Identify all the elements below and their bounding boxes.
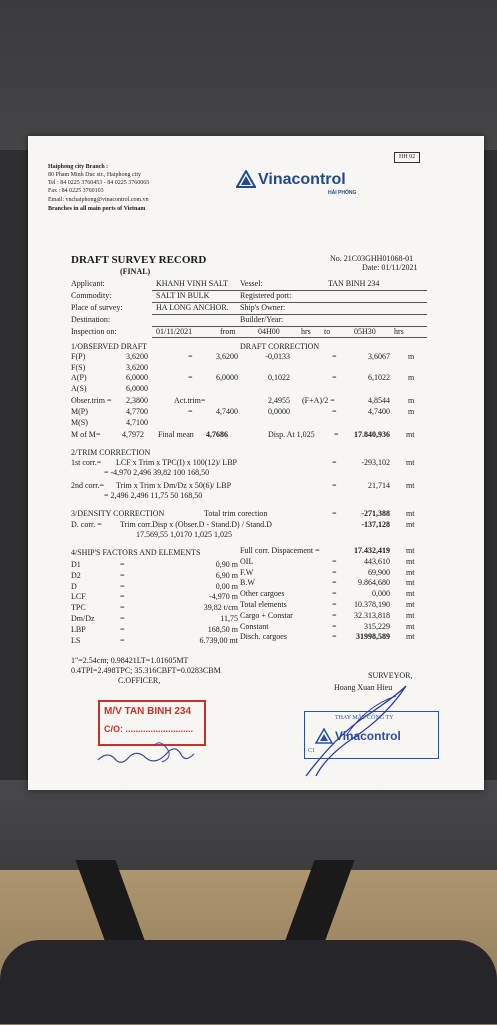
inspection-label: Inspection on:: [71, 327, 117, 336]
draft-observed-value: 3,6200: [126, 363, 148, 372]
trim2-values: = 2,496 2,496 11,75 50 168,50: [104, 491, 203, 500]
header-value: SALT IN BULK: [156, 291, 210, 300]
trim2-eq: =: [332, 481, 337, 490]
disp-eq: =: [334, 430, 339, 439]
conversion-note: 0.4TPI=2.498TPC; 35.316CBFT=0.0283CBM: [71, 666, 221, 675]
element-value: 17.432,419: [354, 546, 390, 555]
factor-label: Dm/Dz: [71, 614, 95, 623]
draft-observed-value: 2,3800: [126, 396, 148, 405]
trim1-unit: mt: [406, 458, 415, 467]
element-eq: =: [332, 610, 337, 620]
header-label: Builder/Year:: [240, 315, 284, 324]
background-top: [0, 0, 497, 150]
background-chair: [0, 780, 497, 870]
element-label: Constant: [240, 621, 269, 631]
total-trim-value: -271,388: [361, 509, 390, 518]
element-unit: mt: [406, 621, 415, 631]
element-value: 69,900: [368, 567, 390, 577]
element-label: F.W: [240, 567, 254, 577]
draft-label: M(S): [71, 418, 88, 427]
inspection-hrs: hrs: [394, 327, 404, 336]
divider: [152, 302, 427, 303]
draft-final-value: 3,6067: [368, 352, 390, 361]
factor-value: 168,50 m: [207, 624, 238, 634]
trim1-formula: LCF x Trim x TPC(I) x 100(12)/ LBP: [116, 458, 237, 467]
factor-value: 6.739,00 mt: [199, 635, 238, 645]
ship-stamp-co: C/O: ...........................: [104, 724, 194, 734]
element-unit: mt: [406, 610, 415, 620]
divider: [152, 326, 427, 327]
divider: [152, 337, 427, 338]
header-label: Commodity:: [71, 291, 112, 300]
draft-eq: =: [188, 373, 193, 382]
draft-eq: =: [188, 407, 193, 416]
draft-eq: (F+A)/2 =: [302, 396, 335, 405]
factor-value: -4,970 m: [209, 592, 238, 602]
draft-eq: =: [332, 407, 337, 416]
draft-label: A(P): [71, 373, 87, 382]
factor-label: LCF: [71, 592, 86, 602]
branch-network: Branches in all main ports of Vietnam: [48, 206, 146, 212]
element-value: 315,229: [364, 621, 390, 631]
header-label: Vessel:: [240, 279, 263, 288]
divider: [152, 314, 427, 315]
element-eq: =: [332, 589, 337, 599]
factor-label: LS: [71, 635, 81, 645]
divider: [152, 290, 427, 291]
surveyor-signature: [286, 676, 436, 786]
draft-eq: =: [188, 352, 193, 361]
document-number: No. 21C03GHH01068-01: [330, 254, 414, 263]
factor-value: 6,90 m: [215, 570, 238, 580]
element-label: OIL: [240, 556, 254, 566]
element-unit: mt: [406, 567, 415, 577]
factor-value: 11,75: [220, 614, 238, 623]
dcorr-unit: mt: [406, 520, 415, 529]
element-value: 443,610: [364, 556, 390, 566]
vinacontrol-logo-text: Vinacontrol: [258, 171, 346, 188]
factor-eq: =: [120, 581, 125, 591]
final-mean-value: 4,7686: [206, 430, 228, 439]
draft-corrected-value: 6,0000: [216, 373, 238, 382]
branch-email: Email: vnchaiphong@vinacontrol.com.vn: [48, 197, 149, 203]
conversion-note: 1"=2.54cm; 0.98421LT=1.01605MT: [71, 656, 189, 665]
factor-eq: =: [120, 635, 125, 645]
factor-label: D: [71, 581, 77, 591]
branch-fax: Fax : 84 0225 3760103: [48, 188, 104, 194]
branch-tel: Tel : 84 0225 3760453 - 84 0225 3760065: [48, 180, 150, 186]
draft-observed-value: 4,7100: [126, 418, 148, 427]
element-unit: mt: [406, 556, 415, 566]
inspection-to: to: [324, 327, 331, 336]
element-label: B.W: [240, 578, 255, 588]
draft-correction: 2,4955: [268, 396, 290, 405]
element-label: Other cargoes: [240, 589, 285, 599]
draft-label: A(S): [71, 384, 87, 393]
element-unit: mt: [406, 546, 415, 555]
company-stamp-code: C1: [308, 748, 316, 754]
trim1-result: -293,102: [361, 458, 390, 467]
header-label: Destination:: [71, 315, 111, 324]
section4-title: 4/SHIP'S FACTORS AND ELEMENTS: [71, 548, 201, 557]
element-eq: =: [332, 632, 337, 642]
trim2-result: 21,714: [368, 481, 390, 490]
element-value: 0,000: [372, 589, 390, 599]
draft-correction: 0,1022: [268, 373, 290, 382]
section1-title2: DRAFT CORRECTION: [240, 342, 320, 351]
element-eq: =: [332, 600, 337, 609]
draft-correction: -0,0133: [265, 352, 290, 361]
factor-value: 0,90 m: [215, 560, 238, 569]
dcorr-values: 17.569,55 1,0170 1,025 1,025: [136, 530, 232, 539]
element-value: 31998,589: [356, 632, 390, 642]
element-label: Total elements: [240, 600, 287, 609]
c-officer-label: C.OFFICER,: [118, 676, 161, 685]
dcorr-formula: Trim corr.Disp x (Obser.D - Stand.D) / Stand.D: [120, 520, 272, 529]
draft-observed-value: 6,0000: [126, 384, 148, 393]
trim2-unit: mt: [406, 481, 415, 490]
header-value: TAN BINH 234: [328, 279, 380, 288]
factor-value: 0,00 m: [215, 581, 238, 591]
draft-correction: 0,0000: [268, 407, 290, 416]
total-trim-unit: mt: [406, 509, 415, 518]
factor-eq: =: [120, 624, 125, 634]
header-value: KHANH VINH SALT: [156, 279, 229, 288]
element-eq: =: [332, 556, 337, 566]
draft-label: F(P): [71, 352, 86, 361]
officer-signature: [94, 736, 214, 772]
branch-title: Haiphong city Branch :: [48, 164, 109, 170]
company-stamp-top: THAY MẶT CÔNG TY: [335, 715, 394, 721]
factor-eq: =: [120, 570, 125, 580]
document-title: DRAFT SURVEY RECORD: [71, 254, 207, 266]
disp-value: 17.840,936: [354, 430, 390, 439]
disp-unit: mt: [406, 430, 415, 439]
factor-eq: =: [120, 592, 125, 602]
element-value: 32.313,818: [354, 610, 390, 620]
draft-unit: m: [408, 373, 415, 382]
header-label: Registered port:: [240, 291, 292, 300]
inspection-from: from: [220, 327, 236, 336]
total-trim-label: Total trim corection: [204, 509, 268, 518]
mofm-value: 4,7972: [122, 430, 144, 439]
total-trim-eq: =: [332, 509, 337, 518]
element-unit: mt: [406, 578, 415, 588]
element-eq: =: [332, 621, 337, 631]
draft-corrected-value: 3,6200: [216, 352, 238, 361]
draft-unit: m: [408, 396, 415, 405]
draft-unit: m: [408, 352, 415, 361]
company-stamp-name: Vinacontrol: [335, 729, 401, 743]
section2-title: 2/TRIM CORRECTION: [71, 448, 151, 457]
draft-observed-value: 4,7700: [126, 407, 148, 416]
document-subtitle: (FINAL): [120, 267, 151, 276]
element-value: 10.378,190: [354, 600, 390, 609]
dcorr-result: -137,128: [361, 520, 390, 529]
element-value: 9.864,680: [358, 578, 390, 588]
trim2-formula: Trim x Trim x Dm/Dz x 50(6)/ LBP: [116, 481, 232, 490]
branch-address: 80 Pham Minh Duc str., Haiphong city: [48, 172, 141, 178]
element-unit: mt: [406, 632, 415, 642]
draft-final-value: 4,7400: [368, 407, 390, 416]
disp-label: Disp. At 1,025: [268, 430, 315, 439]
factor-eq: =: [120, 614, 125, 623]
header-value: HA LONG ANCHOR.: [156, 303, 229, 312]
trim1-values: = -4,970 2,496 39,82 100 168,50: [104, 468, 210, 477]
section1-title: 1/OBSERVED DRAFT: [71, 342, 148, 351]
document-date: Date: 01/11/2021: [362, 263, 418, 272]
draft-observed-value: 6,0000: [126, 373, 148, 382]
element-unit: mt: [406, 600, 415, 609]
draft-label: M(P): [71, 407, 88, 416]
chair-base: [0, 940, 497, 1024]
vinacontrol-logo-sub: HẢI PHÒNG: [328, 190, 357, 196]
element-label: Cargo + Constar: [240, 610, 293, 620]
inspection-hrs: hrs: [301, 327, 311, 336]
inspection-start: 04H00: [258, 327, 280, 336]
reference-box: HH 02: [394, 152, 420, 163]
element-unit: mt: [406, 589, 415, 599]
draft-corrected-value: 4,7400: [216, 407, 238, 416]
draft-final-value: 4,8544: [368, 396, 390, 405]
draft-survey-document: [28, 136, 484, 790]
factor-label: LBP: [71, 624, 86, 634]
draft-final-value: 6,1022: [368, 373, 390, 382]
draft-eq: Act.trim=: [174, 396, 206, 405]
element-label: Full corr. Dispacement =: [240, 546, 320, 555]
draft-unit: m: [408, 407, 415, 416]
factor-label: TPC: [71, 603, 86, 613]
factor-label: D1: [71, 560, 81, 569]
inspection-end: 05H30: [354, 327, 376, 336]
ship-stamp-name: M/V TAN BINH 234: [104, 706, 192, 717]
header-label: Place of survey:: [71, 303, 123, 312]
factor-label: D2: [71, 570, 81, 580]
factor-eq: =: [120, 603, 125, 613]
vinacontrol-logo-icon: [236, 170, 256, 188]
factor-eq: =: [120, 560, 125, 569]
draft-eq: =: [332, 352, 337, 361]
surveyor-label: SURVEYOR,: [368, 671, 413, 680]
dcorr-label: D. corr. =: [71, 520, 102, 529]
final-mean-label: Final mean: [158, 430, 194, 439]
trim1-label: 1st corr.=: [71, 458, 102, 467]
trim1-eq: =: [332, 458, 337, 467]
surveyor-name: Hoang Xuan Hieu: [334, 683, 393, 692]
element-label: Disch. cargoes: [240, 632, 287, 642]
element-eq: =: [332, 567, 337, 577]
inspection-date: 01/11/2021: [156, 327, 193, 336]
trim2-label: 2nd corr.=: [71, 481, 104, 490]
mofm-label: M of M=: [71, 430, 101, 439]
element-eq: =: [332, 578, 337, 588]
header-label: Applicant:: [71, 279, 105, 288]
draft-observed-value: 3,6200: [126, 352, 148, 361]
draft-eq: =: [332, 373, 337, 382]
draft-label: F(S): [71, 363, 86, 372]
factor-value: 39,82 t/cm: [203, 603, 238, 613]
header-label: Ship's Owner:: [240, 303, 286, 312]
section3-title: 3/DENSITY CORRECTION: [71, 509, 165, 518]
draft-label: Obser.trim =: [71, 396, 112, 405]
